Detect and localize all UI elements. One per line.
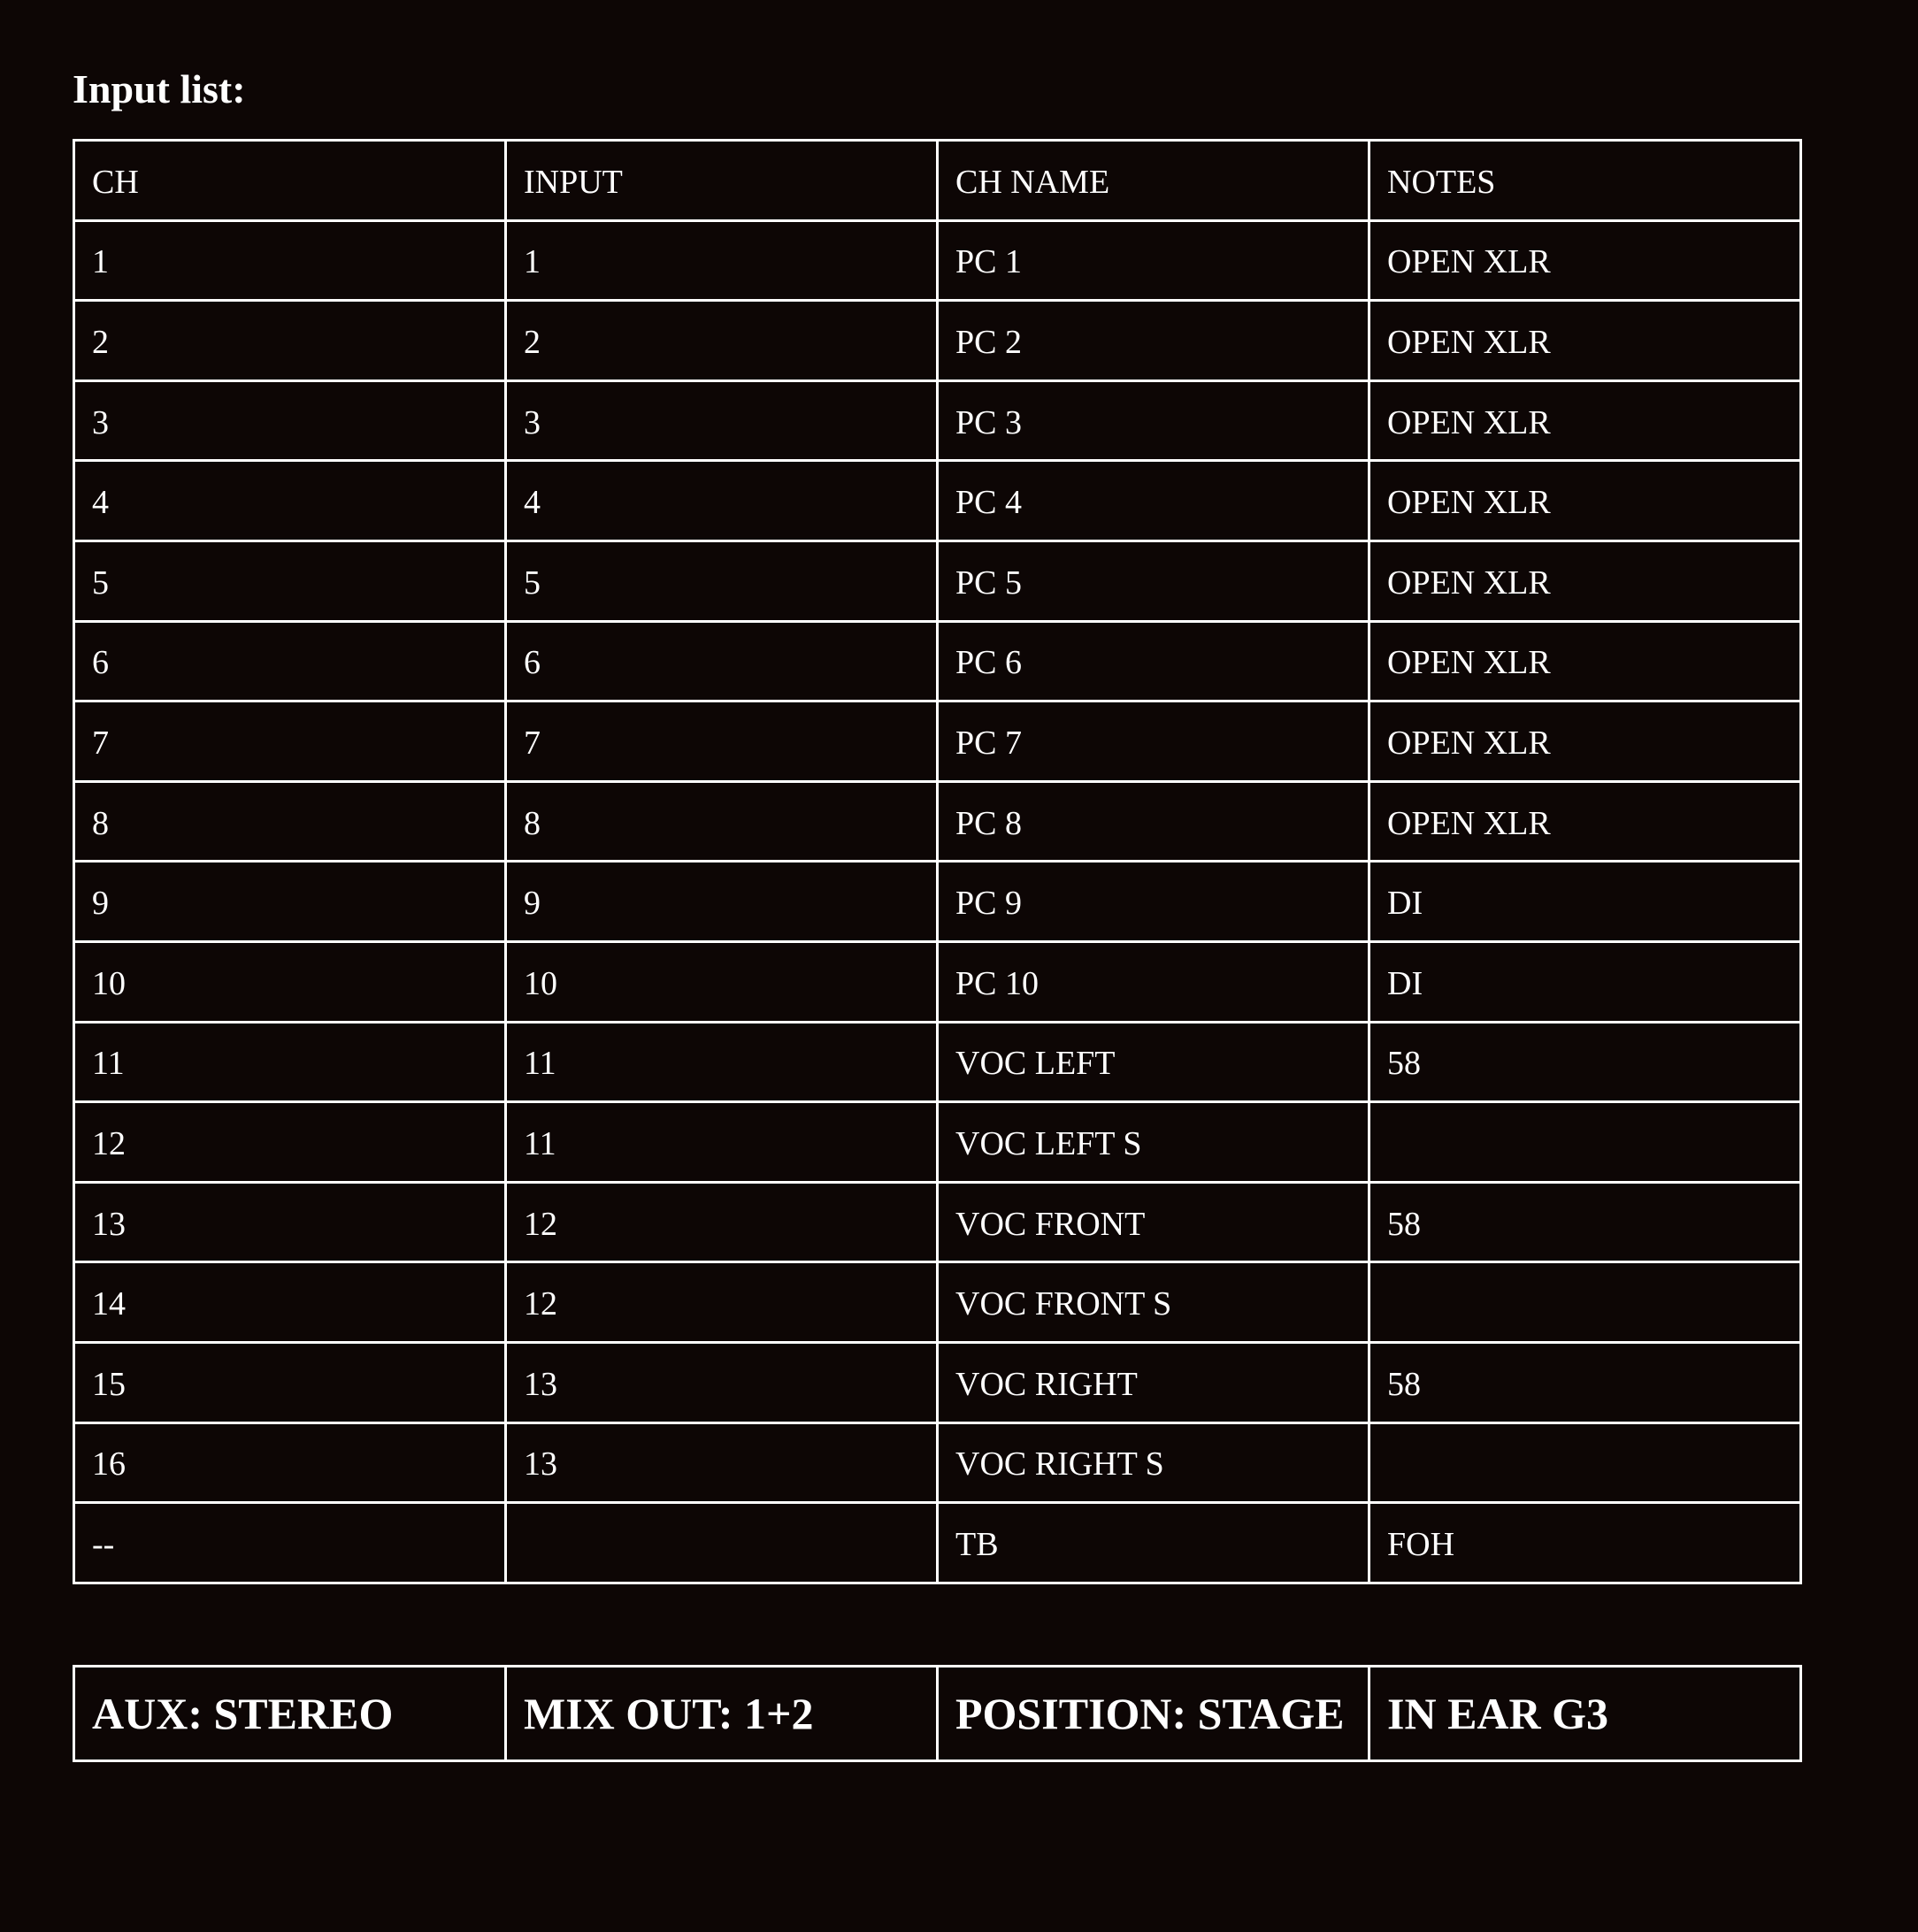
cell-ch-name: VOC RIGHT [938,1342,1369,1422]
column-header-ch: CH [74,141,506,221]
cell-input: 8 [506,781,938,862]
cell-input: 2 [506,301,938,381]
cell-notes: DI [1369,862,1801,942]
cell-ch: -- [74,1503,506,1583]
cell-input: 11 [506,1102,938,1183]
cell-notes: DI [1369,941,1801,1022]
input-list-table [73,139,1802,1584]
cell-ch: 7 [74,702,506,782]
table-row [74,862,1801,942]
cell-notes: OPEN XLR [1369,621,1801,702]
cell-input [506,1503,938,1583]
cell-ch: 3 [74,380,506,461]
cell-ch-name: PC 5 [938,540,1369,621]
summary-row [74,1667,1801,1761]
column-header-notes: NOTES [1369,141,1801,221]
cell-notes: FOH [1369,1503,1801,1583]
table-row [74,461,1801,541]
cell-notes [1369,1422,1801,1503]
cell-notes: 58 [1369,1342,1801,1422]
table-row [74,781,1801,862]
table-row [74,220,1801,301]
table-row [74,702,1801,782]
cell-ch: 12 [74,1102,506,1183]
mix-out-cell: MIX OUT: 1+2 [506,1667,938,1761]
page-title: Input list: [73,66,246,111]
table-row [74,380,1801,461]
cell-input: 13 [506,1422,938,1503]
cell-notes: OPEN XLR [1369,461,1801,541]
table-row [74,1182,1801,1262]
cell-notes: OPEN XLR [1369,380,1801,461]
cell-ch: 14 [74,1262,506,1343]
cell-ch: 16 [74,1422,506,1503]
cell-ch-name: PC 8 [938,781,1369,862]
cell-ch: 11 [74,1022,506,1102]
cell-ch: 10 [74,941,506,1022]
cell-ch: 6 [74,621,506,702]
cell-ch-name: VOC LEFT S [938,1102,1369,1183]
cell-input: 5 [506,540,938,621]
column-header-input: INPUT [506,141,938,221]
cell-ch-name: TB [938,1503,1369,1583]
cell-input: 13 [506,1342,938,1422]
summary-table [73,1665,1802,1762]
table-row [74,1102,1801,1183]
cell-ch-name: PC 9 [938,862,1369,942]
cell-ch: 8 [74,781,506,862]
cell-notes: OPEN XLR [1369,540,1801,621]
cell-notes: OPEN XLR [1369,781,1801,862]
table-row [74,1022,1801,1102]
cell-notes: 58 [1369,1182,1801,1262]
cell-ch-name: PC 7 [938,702,1369,782]
cell-ch-name: VOC FRONT [938,1182,1369,1262]
cell-input: 12 [506,1182,938,1262]
cell-notes: OPEN XLR [1369,220,1801,301]
cell-ch: 15 [74,1342,506,1422]
cell-notes [1369,1262,1801,1343]
cell-ch-name: VOC FRONT S [938,1262,1369,1343]
cell-notes: OPEN XLR [1369,702,1801,782]
table-header-row [74,141,1801,221]
cell-notes [1369,1102,1801,1183]
table-row [74,301,1801,381]
cell-ch: 2 [74,301,506,381]
cell-ch: 1 [74,220,506,301]
cell-input: 4 [506,461,938,541]
cell-ch: 5 [74,540,506,621]
table-row [74,1342,1801,1422]
cell-ch-name: VOC RIGHT S [938,1422,1369,1503]
table-row [74,941,1801,1022]
cell-input: 3 [506,380,938,461]
cell-ch-name: PC 4 [938,461,1369,541]
cell-input: 11 [506,1022,938,1102]
table-row [74,1503,1801,1583]
cell-ch-name: VOC LEFT [938,1022,1369,1102]
cell-notes: 58 [1369,1022,1801,1102]
position-cell: POSITION: STAGE [938,1667,1369,1761]
cell-ch-name: PC 1 [938,220,1369,301]
table-row [74,621,1801,702]
column-header-ch-name: CH NAME [938,141,1369,221]
aux-cell: AUX: STEREO [74,1667,506,1761]
cell-input: 12 [506,1262,938,1343]
cell-ch: 4 [74,461,506,541]
table-row [74,1422,1801,1503]
table-row [74,540,1801,621]
table-row [74,1262,1801,1343]
cell-input: 7 [506,702,938,782]
in-ear-cell: IN EAR G3 [1369,1667,1801,1761]
cell-input: 1 [506,220,938,301]
cell-ch: 9 [74,862,506,942]
cell-ch-name: PC 10 [938,941,1369,1022]
cell-input: 9 [506,862,938,942]
cell-ch-name: PC 6 [938,621,1369,702]
cell-input: 10 [506,941,938,1022]
cell-input: 6 [506,621,938,702]
cell-ch: 13 [74,1182,506,1262]
cell-ch-name: PC 2 [938,301,1369,381]
cell-notes: OPEN XLR [1369,301,1801,381]
cell-ch-name: PC 3 [938,380,1369,461]
